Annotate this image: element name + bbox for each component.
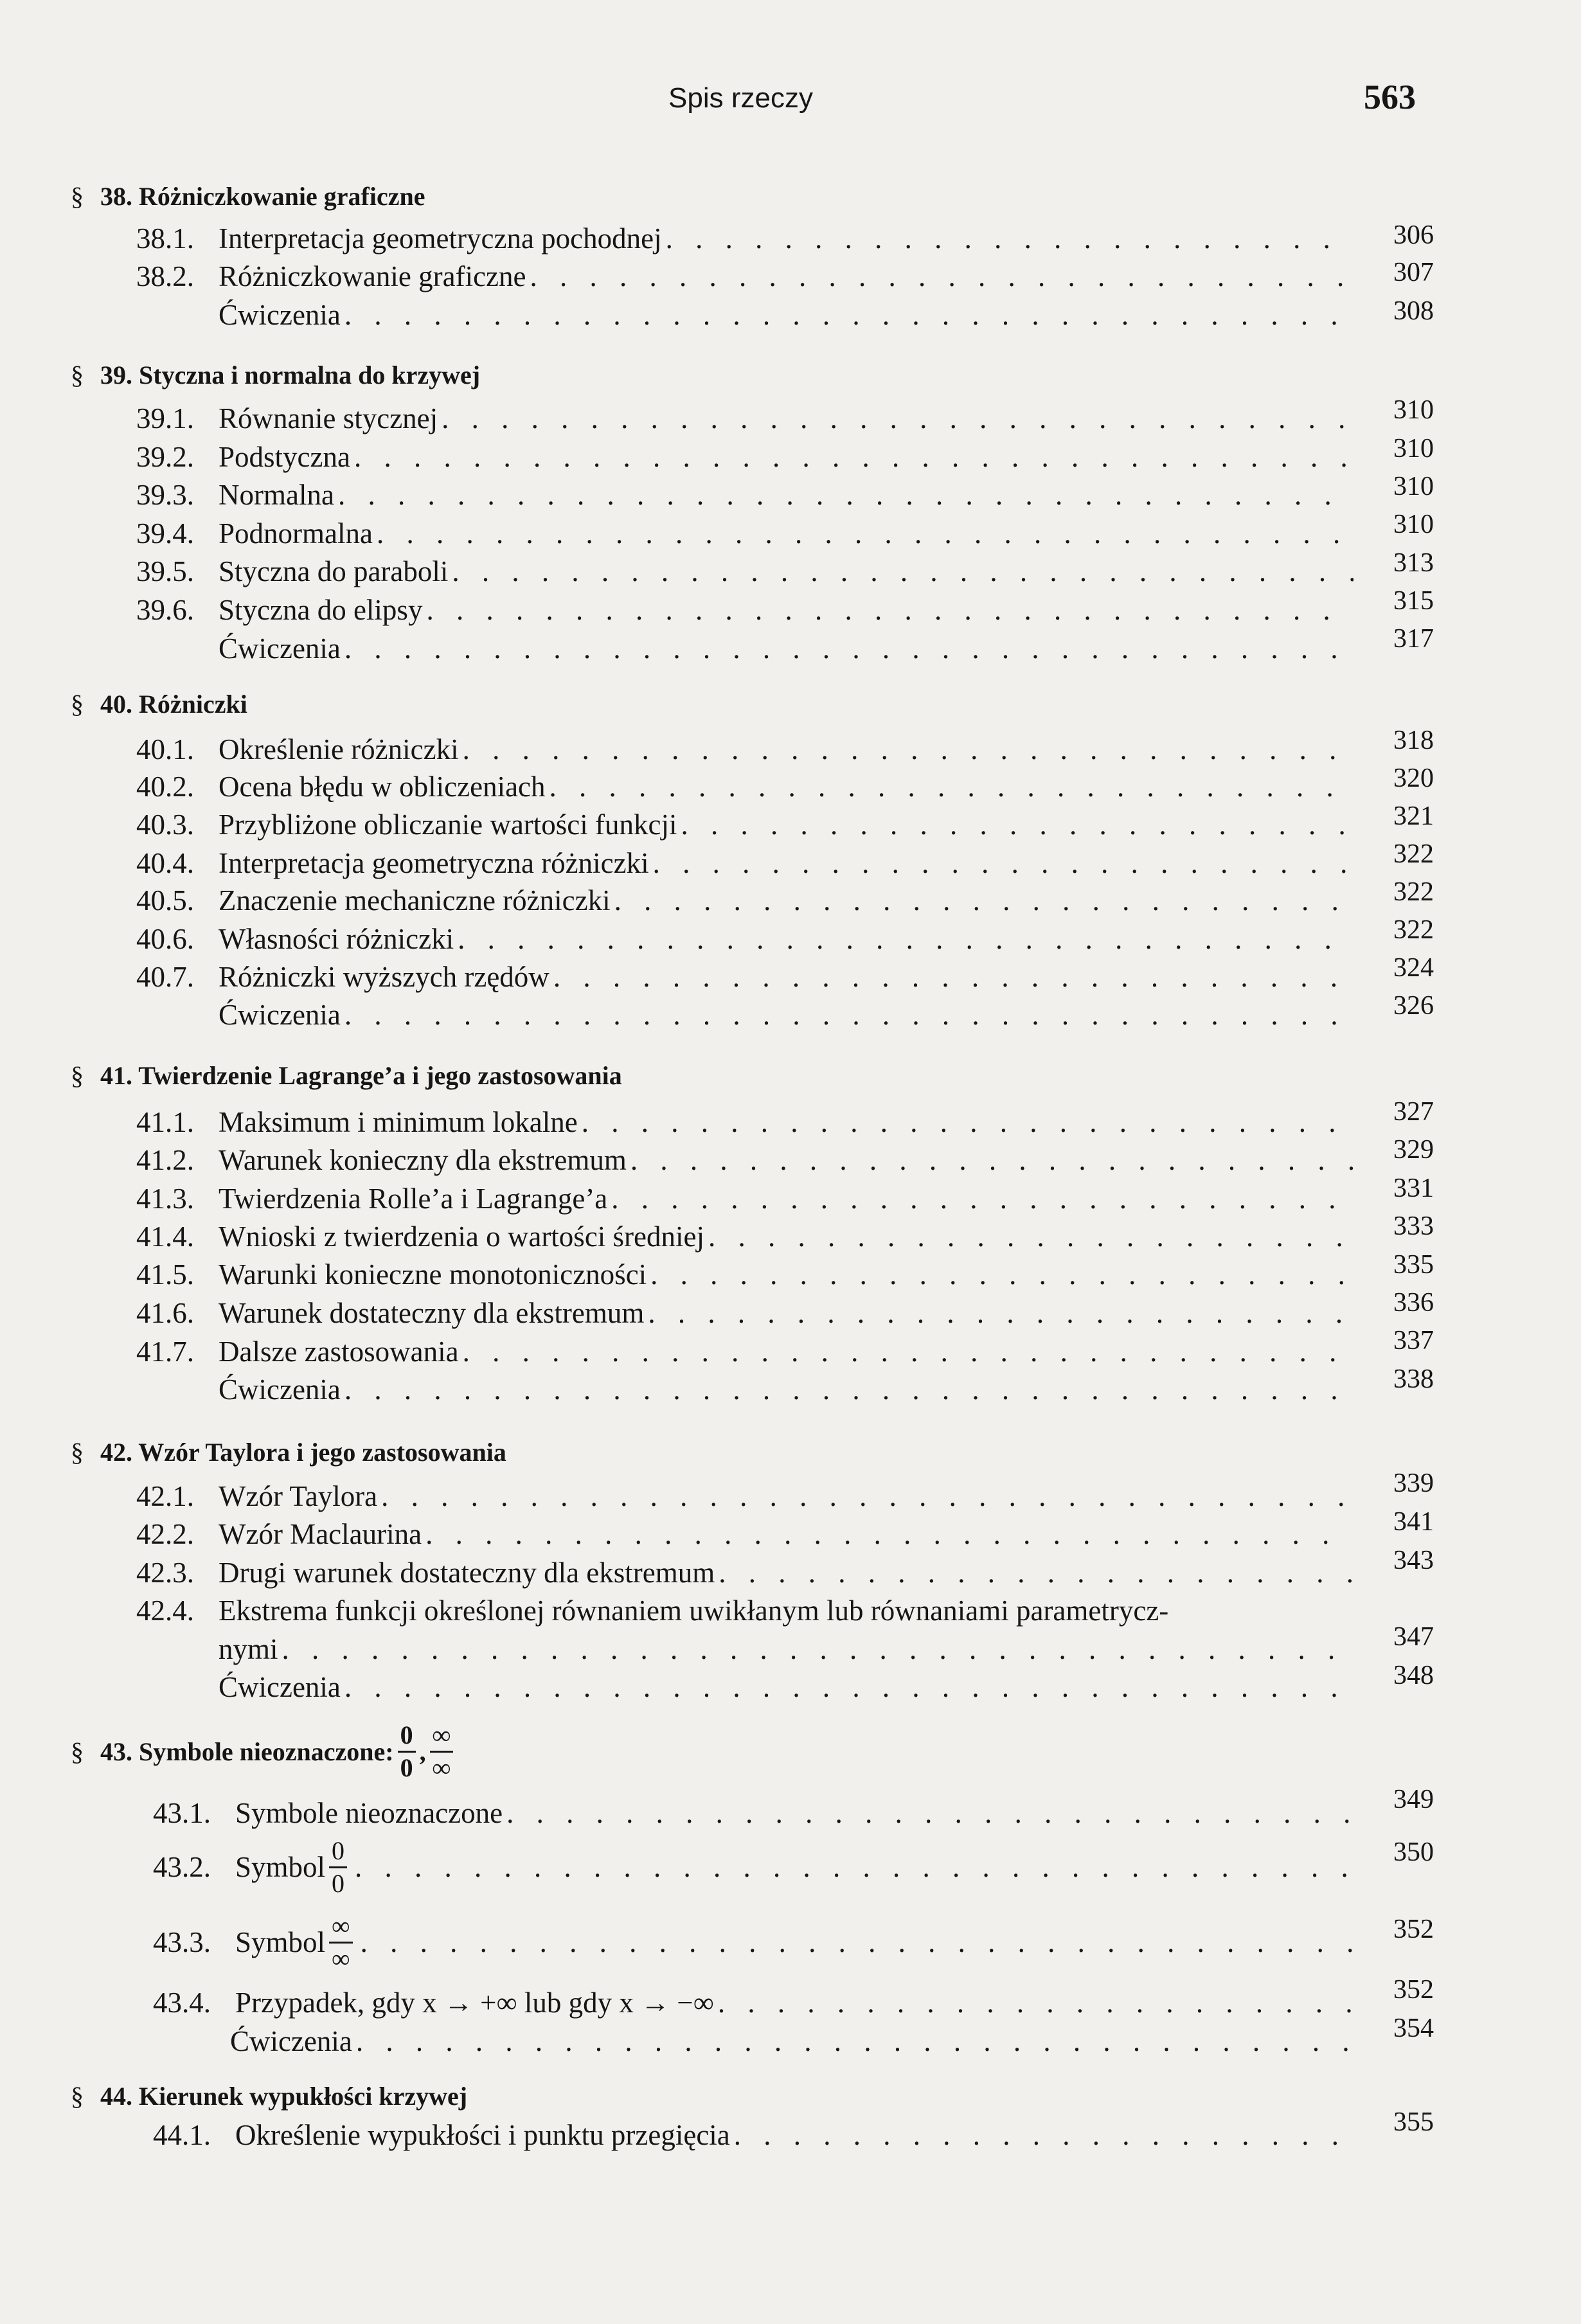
toc-entry-exercises: Ćwiczenia . . . [153, 2025, 1357, 2062]
section-heading-38: § 38. Różniczkowanie graficzne [71, 182, 425, 211]
toc-entry-exercises: Ćwiczenia . . . [136, 998, 1357, 1035]
toc-entry: 41.3. Twierdzenia Rolle’a i Lagrange’a . . . [136, 1182, 1357, 1219]
entry-page: 318 [1393, 726, 1434, 755]
toc-entry: 39.1. Równanie stycznej . . . [136, 402, 1357, 439]
entry-page: 338 [1393, 1364, 1434, 1394]
entry-page: 310 [1393, 434, 1434, 463]
page-number: 563 [1364, 78, 1416, 116]
entry-page: 308 [1393, 296, 1434, 326]
entry-page: 326 [1393, 991, 1434, 1021]
section-heading-40: § 40. Różniczki [71, 690, 247, 719]
entry-page: 341 [1393, 1507, 1434, 1537]
entry-page: 329 [1393, 1135, 1434, 1165]
toc-entry: 39.5. Styczna do paraboli . . . [136, 555, 1357, 592]
entry-page: 347 [1393, 1622, 1434, 1652]
toc-entry: 41.1. Maksimum i minimum lokalne . . . [136, 1105, 1357, 1143]
entry-page: 321 [1393, 801, 1434, 831]
fraction-infinity-over-infinity: $\frac{\infty}{\infty}$ [329, 1913, 353, 1972]
toc-entry: 40.7. Różniczki wyższych rzędów . . . [136, 960, 1357, 997]
section-heading-44: § 44. Kierunek wypukłości krzywej [71, 2082, 468, 2111]
toc-entry: 40.3. Przybliżone obliczanie wartości funkcji . . . [136, 808, 1357, 845]
toc-entry: 43.3. Symbol $\frac{\infty}{\infty}$ . . . [153, 1910, 1357, 1974]
toc-entry-continuation: nymi . . . [136, 1632, 1357, 1670]
toc-entry-exercises: Ćwiczenia . . . [136, 1373, 1357, 1410]
fraction-infinity-over-infinity: $\frac{\infty}{\infty}$ [430, 1722, 454, 1781]
entry-page: 322 [1393, 915, 1434, 945]
section-heading-39: § 39. Styczna i normalna do krzywej [71, 361, 481, 389]
entry-page: 310 [1393, 472, 1434, 501]
entry-page: 333 [1393, 1211, 1434, 1241]
toc-entry: 38.1. Interpretacja geometryczna pochodnej . . . [136, 222, 1357, 259]
entry-page: 355 [1393, 2107, 1434, 2137]
toc-entry: 40.1. Określenie różniczki . . . [136, 733, 1357, 770]
toc-entry: 40.2. Ocena błędu w obliczeniach . . . [136, 770, 1357, 807]
entry-page: 337 [1393, 1326, 1434, 1355]
entry-page: 310 [1393, 395, 1434, 425]
toc-entry: 39.4. Podnormalna . . . [136, 517, 1357, 554]
entry-page: 331 [1393, 1174, 1434, 1203]
entry-page: 354 [1393, 2014, 1434, 2043]
toc-entry: 43.4. Przypadek, gdy x → +∞ lub gdy x → −∞ . . . [153, 1986, 1357, 2023]
toc-entry: 40.4. Interpretacja geometryczna różniczki . . . [136, 846, 1357, 884]
fraction-zero-over-zero: $\frac{0}{0}$ [329, 1838, 347, 1897]
toc-entry: 41.4. Wnioski z twierdzenia o wartości średniej . . . [136, 1220, 1357, 1257]
fraction-zero-over-zero: $\frac{0}{0}$ [398, 1722, 416, 1781]
entry-page: 322 [1393, 877, 1434, 907]
entry-page: 310 [1393, 510, 1434, 539]
entry-page: 350 [1393, 1837, 1434, 1867]
toc-entry: 40.6. Własności różniczki . . . [136, 922, 1357, 960]
entry-page: 352 [1393, 1915, 1434, 1944]
toc-entry: 40.5. Znaczenie mechaniczne różniczki . . . [136, 884, 1357, 921]
entry-page: 349 [1393, 1785, 1434, 1814]
toc-entry: 41.7. Dalsze zastosowania . . . [136, 1335, 1357, 1372]
toc-entry: 42.2. Wzór Maclaurina . . . [136, 1517, 1357, 1555]
entry-page: 306 [1393, 220, 1434, 250]
section-heading-41: § 41. Twierdzenie Lagrange’a i jego zastosowania [71, 1061, 622, 1090]
toc-entry: 42.3. Drugi warunek dostateczny dla ekstremum . . . [136, 1556, 1357, 1593]
toc-entry-exercises: Ćwiczenia . . . [136, 298, 1357, 335]
toc-entry: 42.1. Wzór Taylora . . . [136, 1479, 1357, 1517]
entry-page: 343 [1393, 1546, 1434, 1575]
toc-entry: 41.6. Warunek dostateczny dla ekstremum . . . [136, 1296, 1357, 1334]
section-heading-43: § 43. Symbole nieoznaczone: $\frac{0}{0}$ , $\frac{\infty}{\infty}$ [71, 1722, 457, 1781]
entry-page: 352 [1393, 1975, 1434, 2005]
entry-page: 335 [1393, 1250, 1434, 1280]
toc-entry: 43.2. Symbol $\frac{0}{0}$ . . . [153, 1835, 1357, 1899]
toc-entry: 38.2. Różniczkowanie graficzne . . . [136, 260, 1357, 297]
entry-page: 313 [1393, 548, 1434, 578]
toc-entry-exercises: Ćwiczenia . . . [136, 632, 1357, 669]
toc-entry: 39.2. Podstyczna . . . [136, 440, 1357, 478]
running-header: Spis rzeczy [668, 82, 813, 114]
entry-page: 317 [1393, 624, 1434, 654]
entry-page: 322 [1393, 839, 1434, 869]
entry-page: 315 [1393, 586, 1434, 616]
entry-page: 348 [1393, 1661, 1434, 1690]
entry-page: 307 [1393, 258, 1434, 287]
toc-entry: 39.3. Normalna . . . [136, 478, 1357, 515]
entry-page: 327 [1393, 1097, 1434, 1127]
toc-entry-exercises: Ćwiczenia . . . [136, 1670, 1357, 1708]
toc-entry: 41.5. Warunki konieczne monotoniczności . . . [136, 1258, 1357, 1295]
toc-entry: 43.1. Symbole nieoznaczone . . . [153, 1796, 1357, 1834]
entry-page: 336 [1393, 1288, 1434, 1318]
toc-entry: 39.6. Styczna do elipsy . . . [136, 593, 1357, 630]
entry-page: 339 [1393, 1469, 1434, 1498]
entry-page: 324 [1393, 953, 1434, 983]
entry-page: 320 [1393, 764, 1434, 793]
toc-entry: 42.4. Ekstrema funkcji określonej równaniem uwikłanym lub równaniami parametrycz- [136, 1595, 1169, 1627]
toc-entry: 44.1. Określenie wypukłości i punktu przegięcia . . . [153, 2118, 1357, 2156]
section-heading-42: § 42. Wzór Taylora i jego zastosowania [71, 1438, 506, 1467]
toc-entry: 41.2. Warunek konieczny dla ekstremum . . . [136, 1143, 1357, 1181]
